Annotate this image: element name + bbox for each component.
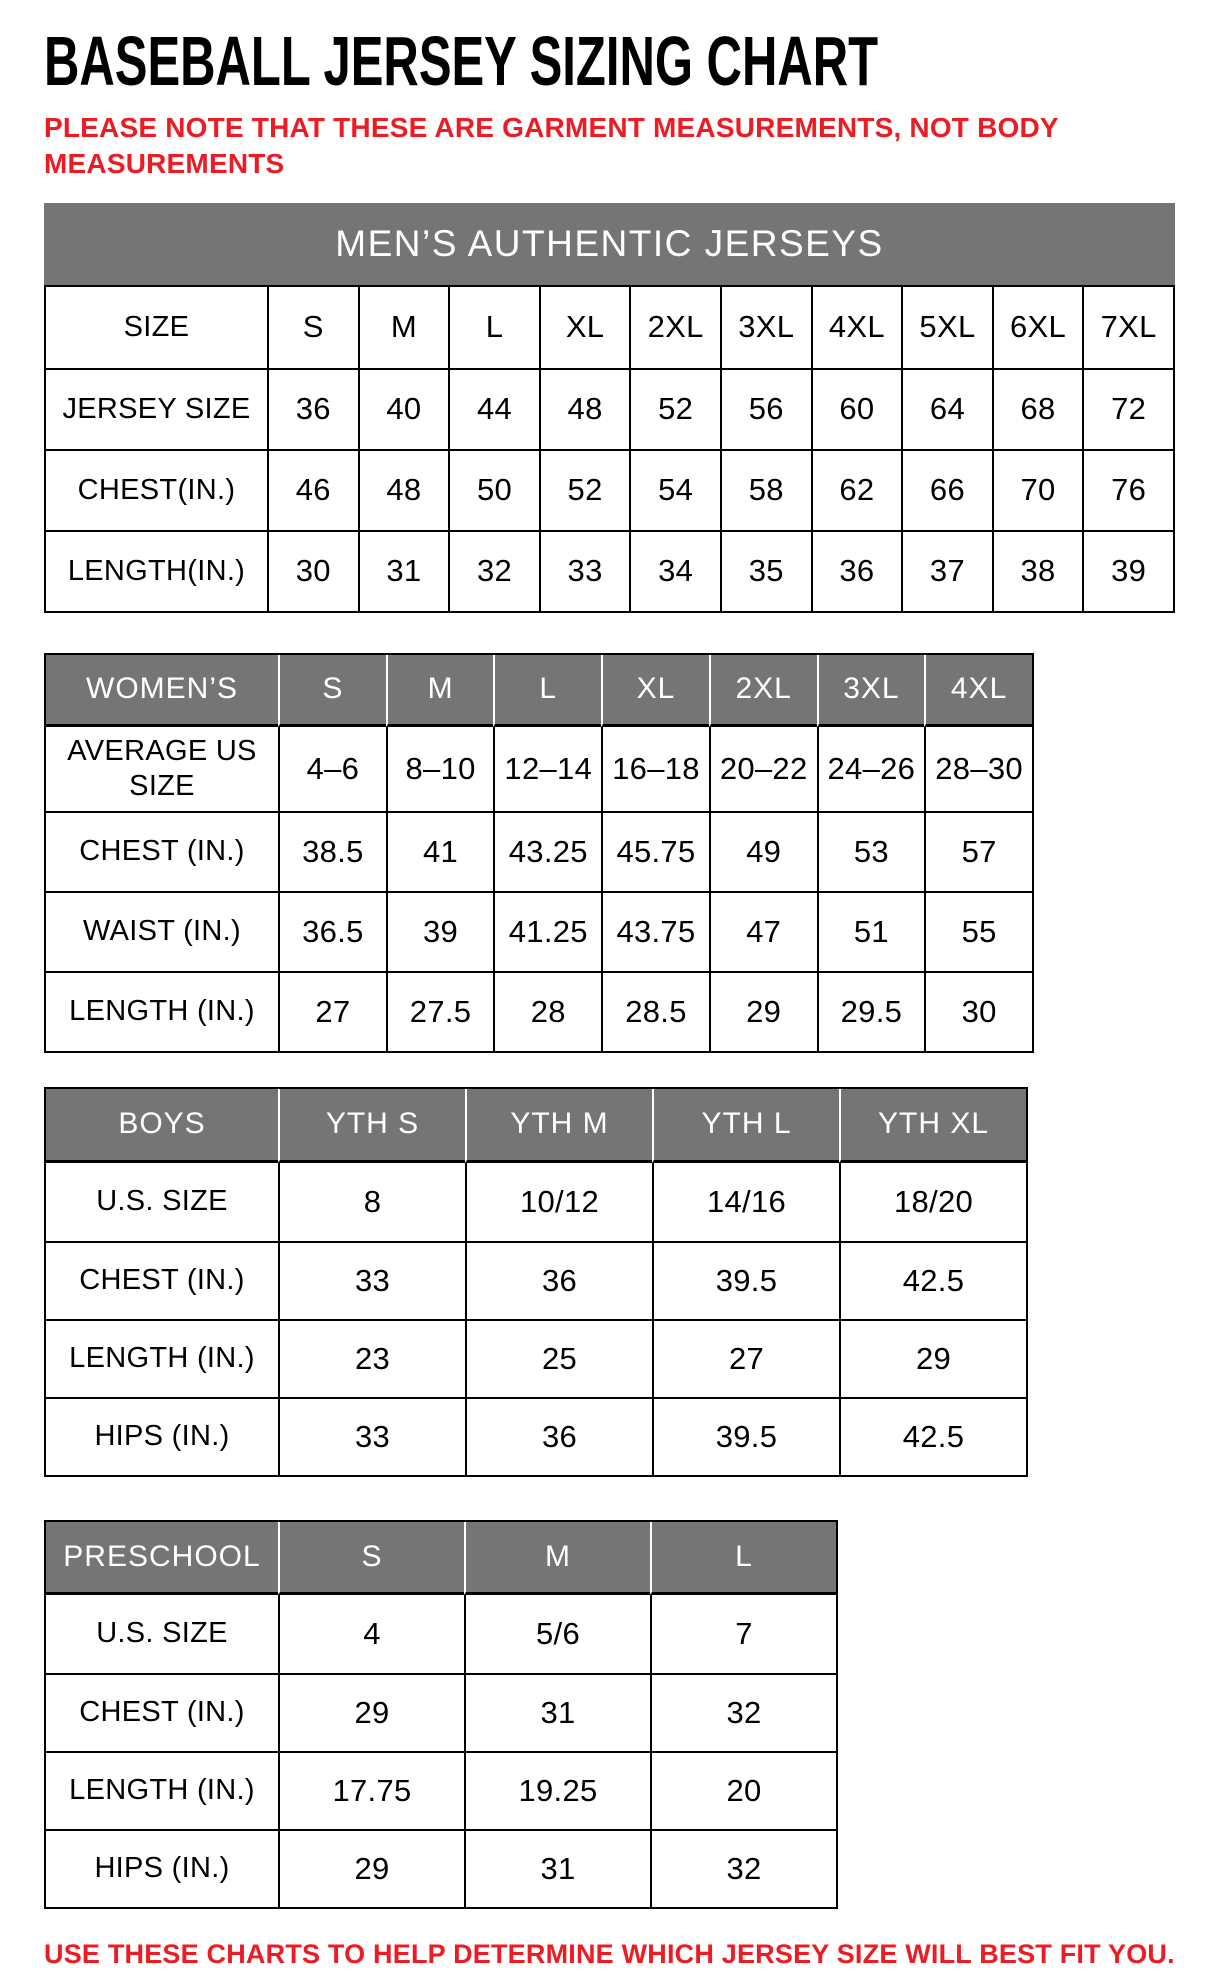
data-cell: 50 [448,449,539,530]
table-header-cell: YTH XL [839,1089,1026,1163]
table-row [46,287,1173,368]
data-cell: 29 [278,1673,464,1751]
data-cell: 32 [448,530,539,611]
preschool-sizing-table [44,1520,1220,1909]
data-cell: 41.25 [493,891,601,971]
data-cell: 56 [720,368,811,449]
note-line-1: PLEASE NOTE THAT THESE ARE GARMENT MEASUREMENTS, NOT BODY [44,112,1059,143]
data-cell: 76 [1082,449,1173,530]
data-cell: 4–6 [278,727,386,811]
data-cell: 24–26 [817,727,925,811]
row-label-cell: LENGTH(IN.) [46,530,267,611]
data-cell: 62 [811,449,902,530]
data-cell: 33 [278,1241,465,1319]
table-header-cell: 2XL [709,655,817,727]
data-cell: 29 [839,1319,1026,1397]
row-label-cell: U.S. SIZE [46,1595,278,1673]
data-cell: 33 [278,1397,465,1475]
data-cell: 47 [709,891,817,971]
table-row [46,1829,836,1907]
data-cell: 8–10 [386,727,494,811]
table-header-cell: L [650,1522,836,1595]
data-cell: 32 [650,1829,836,1907]
row-label-cell: SIZE [46,287,267,368]
data-cell: 60 [811,368,902,449]
table-header-cell: YTH M [465,1089,652,1163]
page-title-text: BASEBALL JERSEY SIZING CHART [44,22,879,100]
footer-note: USE THESE CHARTS TO HELP DETERMINE WHICH JERSEY SIZE WILL BEST FIT YOU. [44,1938,1175,1969]
data-cell: 5XL [901,287,992,368]
row-label-cell: CHEST (IN.) [46,1241,278,1319]
data-cell: 40 [358,368,449,449]
womens-sizing-table [44,653,1220,1053]
table-row [46,971,1032,1051]
data-cell: 31 [464,1829,650,1907]
table-header-cell: S [278,1522,464,1595]
table-header-cell: YTH L [652,1089,839,1163]
data-cell: 36 [465,1397,652,1475]
data-cell: 20–22 [709,727,817,811]
data-cell: 49 [709,811,817,891]
table-header-cell: L [493,655,601,727]
data-cell: 29 [709,971,817,1051]
sizing-table [44,1520,838,1909]
data-cell: 72 [1082,368,1173,449]
table-row [46,727,1032,811]
note-line-2: MEASUREMENTS [44,148,285,180]
data-cell: 45.75 [601,811,709,891]
sizing-table [44,653,1034,1053]
data-cell: 42.5 [839,1397,1026,1475]
table-row [46,368,1173,449]
sizing-table [44,1087,1028,1477]
table-header-row [46,1089,1026,1163]
data-cell: 39.5 [652,1397,839,1475]
row-label-cell: WAIST (IN.) [46,891,278,971]
table-header-cell: XL [601,655,709,727]
data-cell: 27.5 [386,971,494,1051]
data-cell: 29 [278,1829,464,1907]
table-row [46,1673,836,1751]
row-label-cell: HIPS (IN.) [46,1829,278,1907]
data-cell: 70 [992,449,1083,530]
data-cell: 46 [267,449,358,530]
table-row [46,891,1032,971]
data-cell: 41 [386,811,494,891]
data-cell: 36.5 [278,891,386,971]
data-cell: 20 [650,1751,836,1829]
table-header-label: PRESCHOOL [46,1522,278,1595]
data-cell: 44 [448,368,539,449]
data-cell: 6XL [992,287,1083,368]
row-label-cell: LENGTH (IN.) [46,1319,278,1397]
table-row [46,811,1032,891]
row-label-cell: LENGTH (IN.) [46,971,278,1051]
data-cell: XL [539,287,630,368]
data-cell: 28.5 [601,971,709,1051]
data-cell: 35 [720,530,811,611]
data-cell: 42.5 [839,1241,1026,1319]
row-label-cell: AVERAGE US SIZE [46,727,278,811]
table-header-cell: S [278,655,386,727]
row-label-cell: CHEST (IN.) [46,811,278,891]
row-label-cell: CHEST(IN.) [46,449,267,530]
data-cell: 10/12 [465,1163,652,1241]
row-label-cell: CHEST (IN.) [46,1673,278,1751]
data-cell: 43.75 [601,891,709,971]
table-header-row [46,655,1032,727]
data-cell: 58 [720,449,811,530]
data-cell: 27 [278,971,386,1051]
table-header-cell: M [386,655,494,727]
data-cell: 39 [1082,530,1173,611]
row-label-cell: HIPS (IN.) [46,1397,278,1475]
table-header-label: WOMEN’S [46,655,278,727]
data-cell: 36 [267,368,358,449]
row-label-cell: JERSEY SIZE [46,368,267,449]
data-cell: L [448,287,539,368]
data-cell: 52 [539,449,630,530]
data-cell: 4XL [811,287,902,368]
data-cell: 17.75 [278,1751,464,1829]
data-cell: 16–18 [601,727,709,811]
table-header-cell: 3XL [817,655,925,727]
sizing-table [44,285,1175,613]
table-row [46,1595,836,1673]
data-cell: 64 [901,368,992,449]
data-cell: 48 [539,368,630,449]
data-cell: 19.25 [464,1751,650,1829]
data-cell: 66 [901,449,992,530]
data-cell: 31 [358,530,449,611]
data-cell: M [358,287,449,368]
data-cell: 57 [924,811,1032,891]
data-cell: S [267,287,358,368]
data-cell: 38 [992,530,1083,611]
data-cell: 54 [629,449,720,530]
table-row [46,1397,1026,1475]
data-cell: 18/20 [839,1163,1026,1241]
row-label-cell: U.S. SIZE [46,1163,278,1241]
data-cell: 8 [278,1163,465,1241]
mens-authentic-jerseys-table [44,203,1220,613]
data-cell: 31 [464,1673,650,1751]
data-cell: 3XL [720,287,811,368]
table-header-row [46,1522,836,1595]
data-cell: 5/6 [464,1595,650,1673]
data-cell: 25 [465,1319,652,1397]
table-row [46,1163,1026,1241]
data-cell: 38.5 [278,811,386,891]
data-cell: 14/16 [652,1163,839,1241]
data-cell: 23 [278,1319,465,1397]
data-cell: 48 [358,449,449,530]
table-row [46,449,1173,530]
table-header-cell: M [464,1522,650,1595]
data-cell: 27 [652,1319,839,1397]
data-cell: 4 [278,1595,464,1673]
page-title [44,22,1220,100]
table-header-label: BOYS [46,1089,278,1163]
table-header-cell: 4XL [924,655,1032,727]
garment-note [44,110,1220,183]
data-cell: 7XL [1082,287,1173,368]
data-cell: 33 [539,530,630,611]
data-cell: 37 [901,530,992,611]
boys-sizing-table [44,1087,1220,1477]
data-cell: 29.5 [817,971,925,1051]
table-row [46,1319,1026,1397]
data-cell: 7 [650,1595,836,1673]
data-cell: 2XL [629,287,720,368]
data-cell: 53 [817,811,925,891]
data-cell: 12–14 [493,727,601,811]
row-label-cell: LENGTH (IN.) [46,1751,278,1829]
data-cell: 36 [465,1241,652,1319]
data-cell: 52 [629,368,720,449]
data-cell: 68 [992,368,1083,449]
data-cell: 39 [386,891,494,971]
table-row [46,1241,1026,1319]
data-cell: 28–30 [924,727,1032,811]
data-cell: 32 [650,1673,836,1751]
data-cell: 30 [267,530,358,611]
data-cell: 51 [817,891,925,971]
data-cell: 55 [924,891,1032,971]
data-cell: 39.5 [652,1241,839,1319]
table-header-cell: YTH S [278,1089,465,1163]
table-banner: MEN’S AUTHENTIC JERSEYS [44,203,1175,285]
data-cell: 43.25 [493,811,601,891]
table-row [46,1751,836,1829]
data-cell: 30 [924,971,1032,1051]
data-cell: 34 [629,530,720,611]
table-row [46,530,1173,611]
data-cell: 36 [811,530,902,611]
data-cell: 28 [493,971,601,1051]
